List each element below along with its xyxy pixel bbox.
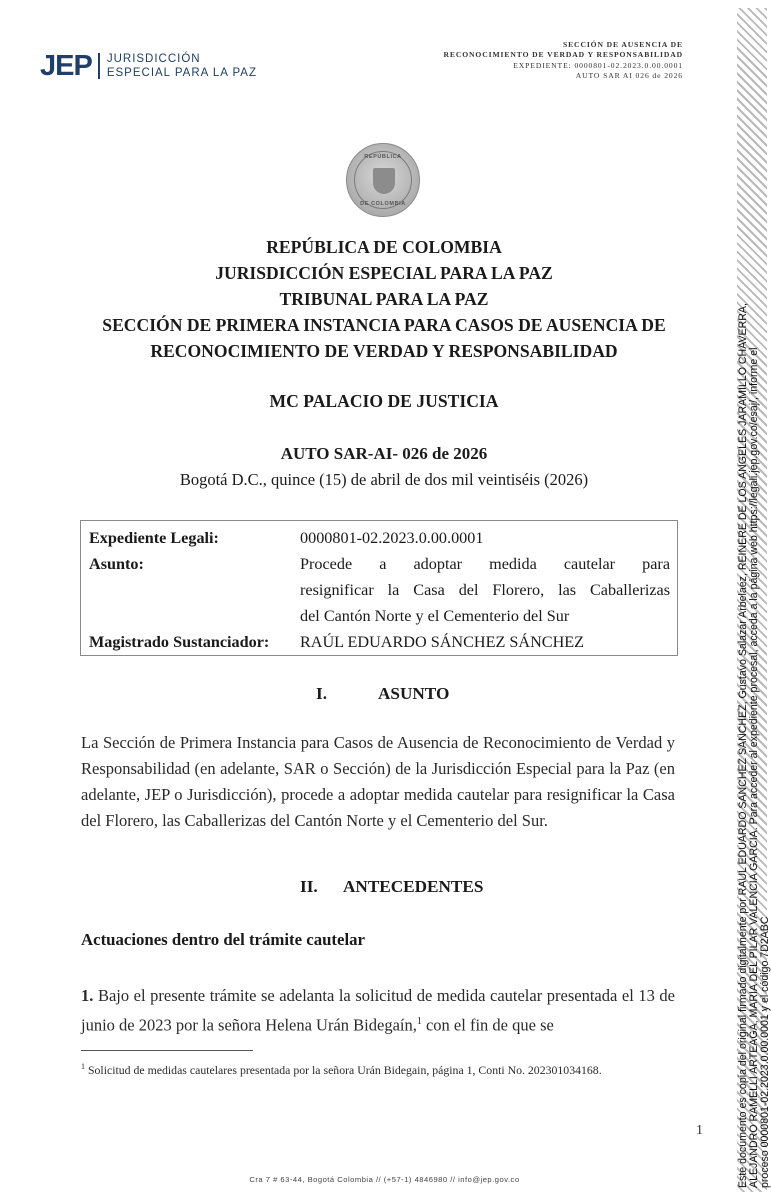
footnote (81, 1058, 675, 1079)
logo-line-1: JURISDICCIÓN (106, 53, 201, 65)
logo-line-2: ESPECIAL PARA LA PAZ (106, 67, 258, 79)
footnote-ref: 1 (416, 1016, 422, 1027)
logo-words (107, 52, 257, 80)
footnote-rule (81, 1050, 253, 1051)
magistrado-value: RAÚL EDUARDO SÁNCHEZ SÁNCHEZ (300, 633, 585, 651)
section-2-number: II. (300, 877, 318, 896)
case-name: MC PALACIO DE JUSTICIA (269, 391, 499, 411)
paragraph-1-text: Bajo el presente trámite se adelanta la solicitud de medida cautelar presentada el 13 de junio de 2023 por la señora Helena Urán Bidegaín, (81, 986, 676, 1035)
jep-logo (40, 50, 257, 82)
signature-line-2: ALEJANDRO RAMELLI ARTEAGA, MARIA DEL PILAR VALENCIA GARCIA. Para acceder al expediente procesal, acceda a la página web https://legali.jep.gov.co/esaj/, informe el (748, 347, 760, 1188)
paragraph-1-number: 1. (81, 986, 94, 1005)
logo-divider (98, 53, 100, 79)
header-expediente: EXPEDIENTE: 0000801-02.2023.0.00.0001 (513, 60, 683, 70)
asunto-line-3: del Cantón Norte y el Cementerio del Sur (300, 607, 570, 625)
auto-title: AUTO SAR-AI- 026 de 2026 (280, 444, 488, 463)
header-auto: AUTO SAR AI 026 de 2026 (575, 71, 683, 81)
seal-bottom-text: DE COLOMBIA (360, 201, 406, 207)
footer-contact: Cra 7 # 63-44, Bogotá Colombia // (+57-1) 4846980 // info@jep.gov.co (249, 1175, 520, 1184)
section-1-number: I. (316, 684, 327, 703)
paragraph-1-tail: con el fin de que se (421, 1015, 554, 1035)
expediente-label: Expediente Legali: (89, 529, 219, 547)
header-section-line-1: SECCIÓN DE AUSENCIA DE (562, 40, 683, 49)
section-2-title: ANTECEDENTES (343, 877, 484, 896)
case-info-table (80, 520, 678, 656)
signature-line-1: Este documento es copia del original firmado digitalmente por RAUL EDUARDO SANCHEZ SANCHEZ, Gustavo Salazar Arbelaez, REINERE DE LOS ANGELES JARAMILLO CHAVERRA, (737, 303, 749, 1188)
magistrado-label: Magistrado Sustanciador: (89, 633, 270, 651)
section-1-body: La Sección de Primera Instancia para Casos de Ausencia de Reconocimiento de Verdad y Responsabilidad (en adelante, SAR o Sección) de la Jurisdicción Especial para la Paz (en adelante, JEP o Jurisdicción), procede a adoptar medida cautelar para resignificar la Casa del Florero, las Caballerizas del Cantón Norte y el Cementerio del Sur. (81, 733, 675, 830)
page-number: 1 (696, 1123, 703, 1138)
title-line: REPÚBLICA DE COLOMBIA (266, 237, 502, 257)
header-case-info (444, 40, 684, 82)
title-line: TRIBUNAL PARA LA PAZ (279, 289, 489, 309)
footnote-text: Solicitud de medidas cautelares presentada por la señora Urán Bidegain, página 1, Conti No. 202301034168. (87, 1062, 602, 1077)
footnote-number: 1 (81, 1062, 85, 1071)
header-section-line-2: RECONOCIMIENTO DE VERDAD Y RESPONSABILIDAD (443, 50, 683, 60)
logo-mark: JEP (40, 49, 92, 82)
asunto-line-1: Procede a adoptar medida cautelar para (300, 555, 670, 573)
colombia-seal-icon (346, 143, 420, 217)
seal-shield-icon (373, 168, 395, 194)
date-line: Bogotá D.C., quince (15) de abril de dos mil veintiséis (2026) (179, 470, 589, 489)
title-line: JURISDICCIÓN ESPECIAL PARA LA PAZ (215, 263, 553, 283)
digital-signature-note (738, 178, 771, 1188)
signature-line-3: proceso 0000801-02.2023.0.00.0001 y el código 7D2ABC (759, 916, 771, 1188)
document-titles (40, 234, 728, 364)
section-1-title: ASUNTO (378, 684, 450, 703)
paragraph-1 (81, 983, 675, 1039)
asunto-line-2: resignificar la Casa del Florero, las Caballerizas (300, 581, 670, 599)
subheading: Actuaciones dentro del trámite cautelar (81, 930, 365, 949)
seal-top-text: REPÚBLICA (364, 154, 402, 160)
title-line: SECCIÓN DE PRIMERA INSTANCIA PARA CASOS DE AUSENCIA DE (102, 315, 666, 335)
title-line: RECONOCIMIENTO DE VERDAD Y RESPONSABILIDAD (150, 341, 618, 361)
asunto-label: Asunto: (89, 555, 144, 573)
expediente-value: 0000801-02.2023.0.00.0001 (300, 529, 484, 547)
